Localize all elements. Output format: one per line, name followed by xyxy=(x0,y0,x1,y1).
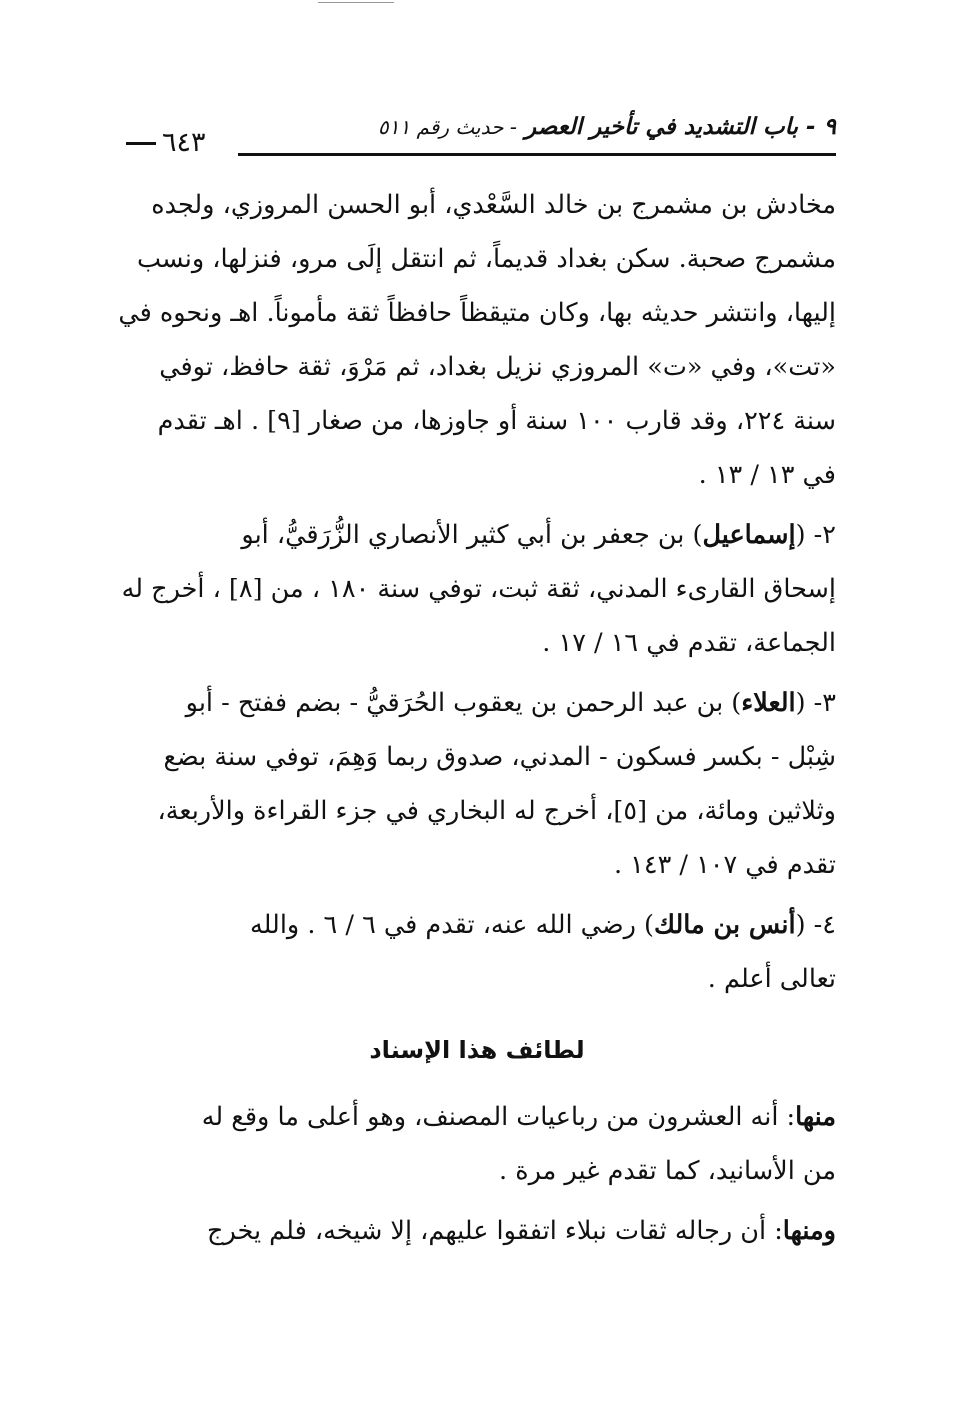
text-line xyxy=(118,898,836,952)
chapter-title: ٩ - باب التشديد في تأخير العصر xyxy=(525,114,836,140)
text-line xyxy=(118,508,836,562)
text-line: إليها، وانتشر حديثه بها، وكان متيقظاً حافظاً ثقة مأموناً. اهـ ونحوه في xyxy=(118,298,836,328)
text-line: الجماعة، تقدم في ١٦ / ١٧ . xyxy=(542,628,836,658)
hadith-number: - حديث رقم ٥١١ xyxy=(377,115,518,139)
text-line xyxy=(118,676,836,730)
text-line: تقدم في ١٠٧ / ١٤٣ . xyxy=(613,850,836,880)
running-title xyxy=(378,110,836,144)
subtlety-lead: منها xyxy=(795,1102,836,1132)
page-number-text: ٦٤٣ xyxy=(162,127,206,158)
subtlety-2 xyxy=(118,1204,836,1258)
text-line: «تت»، وفي «ت» المروزي نزيل بغداد، ثم مَرْوَ، ثقة حافظ، توفي xyxy=(159,352,836,382)
narrator-description: ) بن جعفر بن أبي كثير الأنصاري الزُّرَقيُّ، أبو xyxy=(241,520,703,550)
section-heading: لطائف هذا الإسناد xyxy=(369,1036,585,1064)
text-line xyxy=(118,1204,836,1258)
header-rule xyxy=(238,153,836,156)
narrator-name: أنس بن مالك xyxy=(653,910,796,940)
text-line: مخادش بن مشمرج بن خالد السَّعْدي، أبو الحسن المروزي، ولجده xyxy=(151,190,836,220)
page-number-dash xyxy=(126,142,156,145)
text-line xyxy=(118,1090,836,1144)
subtlety-text: : أنه العشرون من رباعيات المصنف، وهو أعلى ما وقع له xyxy=(201,1102,796,1132)
top-rule xyxy=(318,2,394,3)
narrator-number: ٤- ( xyxy=(795,910,836,940)
page-body xyxy=(118,178,836,1264)
narrator-3 xyxy=(118,676,836,892)
narrator-name: العلاء xyxy=(741,688,796,718)
text-line: سنة ٢٢٤، وقد قارب ١٠٠ سنة أو جاوزها، من صغار [٩] . اهـ تقدم xyxy=(157,406,836,436)
subtlety-lead: ومنها xyxy=(782,1216,836,1246)
text-line: في ١٣ / ١٣ . xyxy=(698,460,836,490)
text-line: وثلاثين ومائة، من [٥]، أخرج له البخاري في جزء القراءة والأربعة، xyxy=(157,796,836,826)
narrator-number: ٣- ( xyxy=(795,688,836,718)
text-line: تعالى أعلم . xyxy=(707,964,836,994)
page-number xyxy=(126,126,206,160)
text-line: مشمرج صحبة. سكن بغداد قديماً، ثم انتقل إلَى مرو، فنزلها، ونسب xyxy=(136,244,836,274)
page-header xyxy=(126,110,836,160)
subtlety-text: : أن رجاله ثقات نبلاء اتفقوا عليهم، إلا شيخه، فلم يخرج xyxy=(206,1216,783,1246)
narrator-name: إسماعيل xyxy=(702,520,796,550)
text-line: إسحاق القارىء المدني، ثقة ثبت، توفي سنة ١٨٠ ، من [٨] ، أخرج له xyxy=(121,574,836,604)
text-line: شِبْل - بكسر فسكون - المدني، صدوق ربما وَهِمَ، توفي سنة بضع xyxy=(163,742,836,772)
narrator-4 xyxy=(118,898,836,1006)
narrator-description: ) بن عبد الرحمن بن يعقوب الحُرَقيُّ - بضم ففتح - أبو xyxy=(185,688,742,718)
narrator-number: ٢- ( xyxy=(795,520,836,550)
narrator-description: ) رضي الله عنه، تقدم في ٦ / ٦ . والله xyxy=(249,910,654,940)
narrator-2 xyxy=(118,508,836,670)
narrator-1-continued xyxy=(118,178,836,502)
text-line: من الأسانيد، كما تقدم غير مرة . xyxy=(499,1156,836,1186)
subtlety-1 xyxy=(118,1090,836,1198)
